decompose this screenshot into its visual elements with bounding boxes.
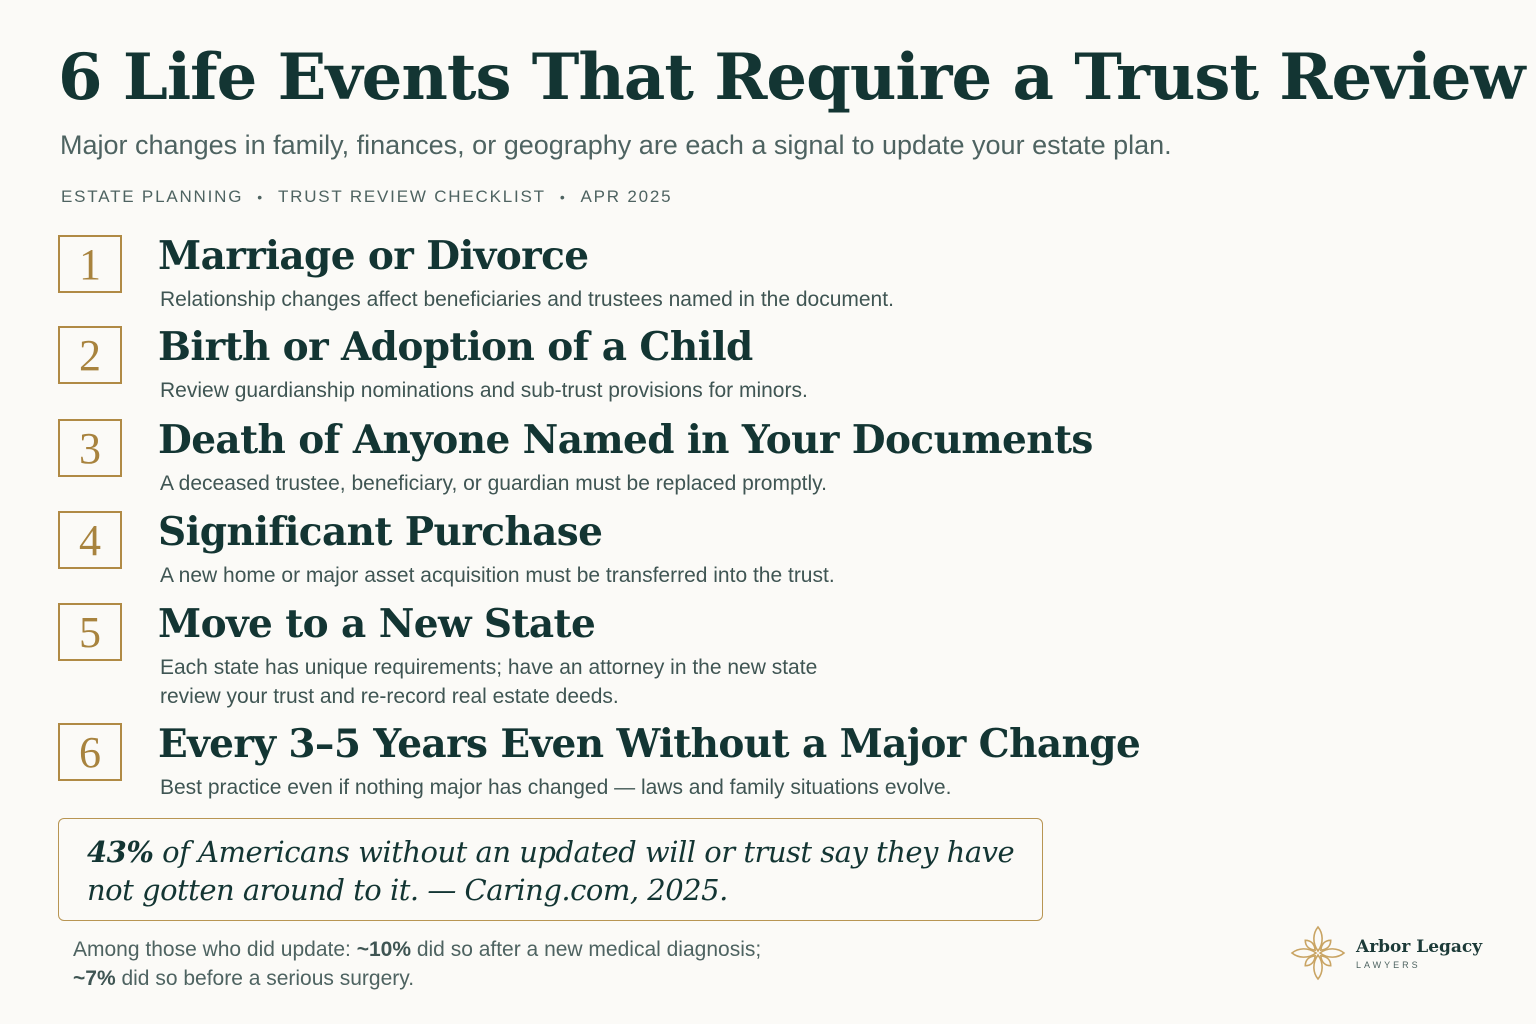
event-description: Review guardianship nominations and sub-trust provisions for minors. (160, 379, 808, 402)
event-number-box: 5 (58, 603, 122, 661)
event-number-box: 4 (58, 511, 122, 569)
brand-name: Arbor Legacy (1356, 936, 1483, 957)
event-description: A new home or major asset acquisition must be transferred into the trust. (160, 564, 835, 587)
event-title: Move to a New State (158, 601, 596, 647)
footnote-suffix: did so before a serious surgery. (115, 967, 415, 990)
callout-text: of Americans without an updated will or trust say they have not gotten around to it. — Caring.com, 2025. (87, 835, 1015, 907)
callout-stat: 43% (87, 835, 154, 869)
event-title: Birth or Adoption of a Child (158, 324, 753, 370)
brand-logo (1290, 925, 1482, 981)
event-number-box: 6 (58, 723, 122, 781)
event-description: Best practice even if nothing major has changed — laws and family situations evolve. (160, 776, 952, 799)
event-title: Marriage or Divorce (158, 233, 589, 279)
statistic-callout (58, 818, 1043, 921)
footnote-line-1 (73, 935, 973, 964)
event-number-box: 1 (58, 235, 122, 293)
meta-tag-category: ESTATE PLANNING (61, 187, 244, 206)
event-number-box: 3 (58, 419, 122, 477)
meta-separator: • (559, 189, 567, 205)
footnote-suffix: did so after a new medical diagnosis; (411, 938, 762, 961)
footnote-prefix: Among those who did update: (73, 938, 357, 961)
event-description: A deceased trustee, beneficiary, or guardian must be replaced promptly. (160, 472, 827, 495)
meta-tag-topic: TRUST REVIEW CHECKLIST (277, 187, 546, 206)
event-description: Each state has unique requirements; have an attorney in the new state review your trust and re-record real estate deeds. (160, 656, 818, 708)
footnote (73, 935, 973, 993)
footnote-stat: ~10% (356, 938, 411, 961)
event-number-box: 2 (58, 326, 122, 384)
footnote-stat: ~7% (73, 967, 116, 990)
event-title: Significant Purchase (158, 509, 603, 555)
event-description: Relationship changes affect beneficiaries and trustees named in the document. (160, 288, 894, 311)
flower-logo-icon (1290, 925, 1346, 981)
footnote-line-2 (73, 964, 973, 993)
event-title: Death of Anyone Named in Your Documents (158, 417, 1093, 463)
meta-separator: • (257, 189, 264, 205)
page-title: 6 Life Events That Require a Trust Review (58, 40, 1525, 115)
brand-text (1356, 937, 1482, 970)
meta-tags (61, 187, 672, 207)
brand-tagline: LAWYERS (1356, 959, 1421, 970)
page-subtitle: Major changes in family, finances, or geography are each a signal to update your estate plan. (60, 130, 1172, 160)
meta-tag-date: APR 2025 (580, 187, 673, 206)
event-title: Every 3–5 Years Even Without a Major Change (158, 721, 1141, 767)
